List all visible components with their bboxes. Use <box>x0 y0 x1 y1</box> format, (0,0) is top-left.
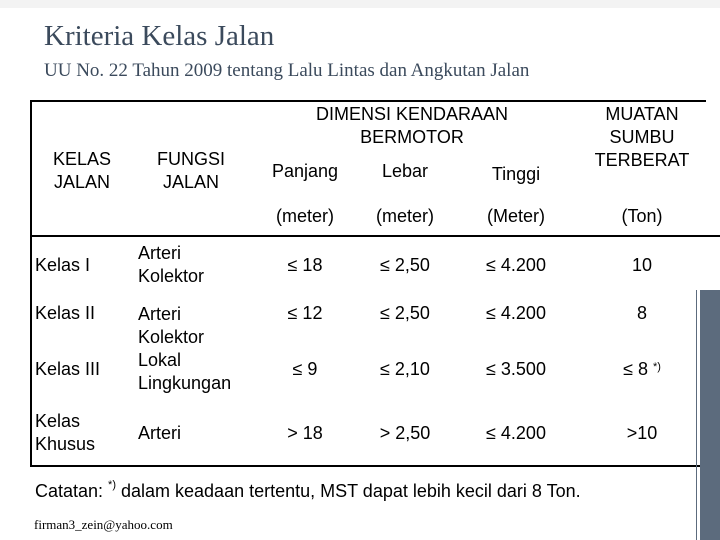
row4-panjang: > 18 <box>287 423 323 443</box>
header-kelas-line2: JALAN <box>53 172 111 192</box>
row2-muatan: 8 <box>636 303 647 323</box>
row-kelas-4-line2: Khusus <box>35 434 96 454</box>
fungsi-2-line4: Lingkungan <box>138 373 232 393</box>
header-kelas <box>42 148 122 194</box>
row4-muatan: >10 <box>626 423 658 443</box>
row-kelas-2: Kelas II <box>35 303 96 323</box>
footnote-mark: *) <box>108 479 116 491</box>
header-fungsi-line1: FUNGSI <box>156 149 225 169</box>
row3-lebar: ≤ 2,10 <box>380 359 430 379</box>
row2-lebar: ≤ 2,50 <box>380 303 430 323</box>
table-bottom-border <box>30 465 720 467</box>
unit-muatan: (Ton) <box>621 206 663 226</box>
row4-lebar: > 2,50 <box>379 423 431 443</box>
decorative-sidebar <box>700 290 720 540</box>
fungsi-block-2 <box>138 303 231 395</box>
author-email: firman3_zein@yahoo.com <box>34 517 173 532</box>
unit-panjang: (meter) <box>276 206 334 226</box>
header-dimensi-line2: BERMOTOR <box>360 127 464 147</box>
row4-tinggi: ≤ 4.200 <box>486 423 546 443</box>
page-title: Kriteria Kelas Jalan <box>44 20 275 52</box>
row3-panjang: ≤ 9 <box>292 359 318 379</box>
row2-panjang: ≤ 12 <box>287 303 323 323</box>
fungsi-2-line1: Arteri <box>138 304 182 324</box>
unit-tinggi: (Meter) <box>487 206 545 226</box>
row-kelas-4 <box>35 410 95 456</box>
fungsi-2-line3: Lokal <box>138 350 182 370</box>
header-kelas-line1: KELAS <box>52 149 112 169</box>
footnote-text: dalam keadaan tertentu, MST dapat lebih kecil dari 8 Ton. <box>116 481 581 501</box>
subheader-tinggi: Tinggi <box>491 164 541 184</box>
header-muatan <box>584 103 700 172</box>
page-subtitle: UU No. 22 Tahun 2009 tentang Lalu Lintas dan Angkutan Jalan <box>44 60 530 81</box>
row3-muatan-footnote-mark: *) <box>652 361 661 373</box>
row1-lebar: ≤ 2,50 <box>380 255 430 275</box>
subheader-panjang: Panjang <box>271 161 339 181</box>
header-muatan-line2: SUMBU <box>609 127 675 147</box>
row2-tinggi: ≤ 4.200 <box>486 303 546 323</box>
table-header-divider <box>30 235 720 237</box>
row3-muatan-value: ≤ 8 <box>623 359 648 379</box>
header-muatan-line1: MUATAN <box>605 104 679 124</box>
row-kelas-3: Kelas III <box>35 359 101 379</box>
row3-muatan <box>584 358 700 381</box>
subheader-lebar: Lebar <box>381 161 429 181</box>
row3-tinggi: ≤ 3.500 <box>486 359 546 379</box>
fungsi-1-line1: Arteri <box>138 243 182 263</box>
footnote-prefix: Catatan: <box>35 481 109 501</box>
header-dimensi-line1: DIMENSI KENDARAAN <box>315 104 509 124</box>
fungsi-3-line1: Arteri <box>138 423 182 443</box>
row1-tinggi: ≤ 4.200 <box>486 255 546 275</box>
fungsi-block-1 <box>138 242 204 288</box>
header-dimensi <box>262 103 562 149</box>
table-left-border <box>30 101 32 466</box>
table-top-border <box>30 100 706 102</box>
row1-muatan: 10 <box>631 255 653 275</box>
top-band <box>0 0 720 8</box>
decorative-sidebar-line <box>696 290 697 540</box>
fungsi-2-line2: Kolektor <box>138 327 205 347</box>
header-fungsi <box>146 148 236 194</box>
row-kelas-4-line1: Kelas <box>35 411 81 431</box>
fungsi-1-line2: Kolektor <box>138 266 205 286</box>
row-kelas-1: Kelas I <box>35 255 91 275</box>
row1-panjang: ≤ 18 <box>287 255 323 275</box>
footnote <box>35 481 581 502</box>
unit-lebar: (meter) <box>376 206 434 226</box>
header-muatan-line3: TERBERAT <box>594 150 690 170</box>
fungsi-block-3 <box>138 422 181 445</box>
header-fungsi-line2: JALAN <box>162 172 220 192</box>
